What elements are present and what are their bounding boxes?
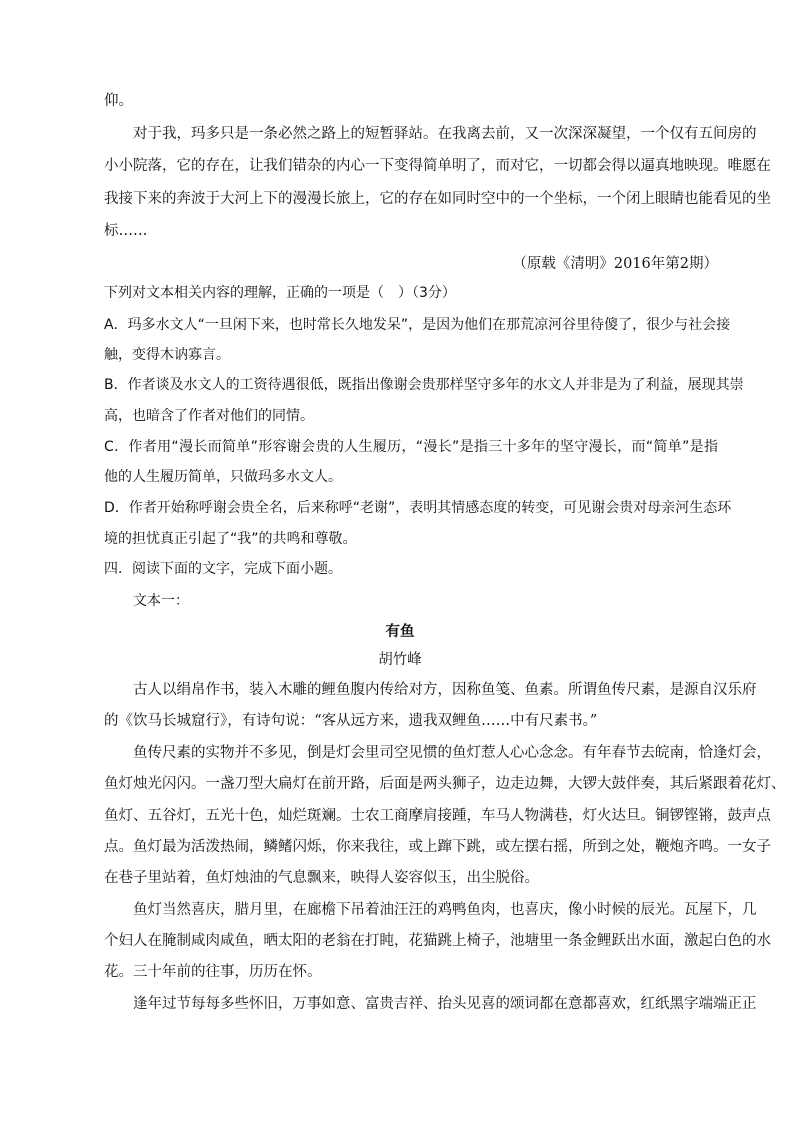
section-heading: 四．阅读下面的文字，完成下面小题。 [104, 561, 342, 577]
article-title: 有鱼 [385, 623, 415, 640]
passage-line: 仰。 [104, 93, 133, 109]
article-line: 的《饮马长城窟行》，有诗句说：“客从远方来，遗我双鲤鱼……中有尺素书。” [104, 713, 598, 729]
option-c: C．作者用“漫长而简单”形容谢会贵的人生履历，“漫长”是指三十多年的坚守漫长，而“简单”是指 [104, 439, 718, 455]
option-b-cont: 高，也暗含了作者对他们的同情。 [104, 408, 314, 424]
option-b: B．作者谈及水文人的工资待遇很低，既指出像谢会贵那样坚守多年的水文人并非是为了利益，展现其崇 [104, 377, 744, 393]
passage-line: 对于我，玛多只是一条必然之路上的短暂驿站。在我离去前，又一次深深凝望，一个仅有五间房的 [133, 126, 757, 142]
article-line: 鱼灯烛光闪闪。一盏刀型大扁灯在前开路，后面是两头狮子，边走边舞，大锣大鼓伴奏，其后紧跟着花灯、 [104, 776, 786, 792]
text-label: 文本一： [133, 593, 189, 609]
article-line: 古人以绢帛作书，装入木雕的鲤鱼腹内传给对方，因称鱼笺、鱼素。所谓鱼传尺素，是源自汉乐府 [133, 682, 757, 698]
option-d-cont: 境的担忧真正引起了“我”的共鸣和尊敬。 [104, 531, 357, 547]
source-citation: （原载《清明》2016年第2期） [512, 256, 718, 272]
article-author: 胡竹峰 [378, 652, 422, 668]
article-line: 花。三十年前的往事，历历在怀。 [104, 964, 322, 980]
passage-line: 标…… [104, 223, 148, 239]
option-a-cont: 触，变得木讷寡言。 [104, 347, 230, 363]
option-d: D．作者开始称呼谢会贵全名，后来称呼“老谢”，表明其情感态度的转变，可见谢会贵对母亲河生态环 [104, 500, 732, 516]
article-line: 鱼灯当然喜庆，腊月里，在廊檐下吊着油汪汪的鸡鸭鱼肉，也喜庆，像小时候的辰光。瓦屋下，几 [133, 902, 757, 918]
passage-line: 小小院落，它的存在，让我们错杂的内心一下变得简单明了，而对它，一切都会得以逼真地映现。唯愿在 [104, 158, 771, 174]
option-c-cont: 他的人生履历简单，只做玛多水文人。 [104, 469, 342, 485]
article-line: 在巷子里站着，鱼灯烛油的气息飘来，映得人姿容似玉，出尘脱俗。 [104, 870, 539, 886]
article-line: 点。鱼灯最为活泼热闹，鳞鳍闪烁，你来我往，或上蹿下跳，或左摆右摇，所到之处，鞭炮齐鸣。一女子 [104, 839, 771, 855]
option-a: A．玛多水文人“一旦闲下来，也时常长久地发呆”，是因为他们在那荒凉河谷里待傻了，很少与社会接 [104, 317, 731, 333]
article-line: 个妇人在腌制咸肉咸鱼，晒太阳的老翁在打盹，花猫跳上椅子，池塘里一条金鲤跃出水面，激起白色的水 [104, 933, 771, 949]
article-line: 逢年过节每每多些怀旧，万事如意、富贵吉祥、抬头见喜的颂词都在意都喜欢，红纸黑字端端正正 [133, 996, 757, 1012]
article-line: 鱼灯、五谷灯，五光十色，灿烂斑斓。士农工商摩肩接踵，车马人物满巷，灯火达旦。铜锣铿锵，鼓声点 [104, 808, 771, 824]
question-stem: 下列对文本相关内容的理解，正确的一项是（ ）（3分） [104, 285, 456, 301]
passage-line: 我接下来的奔波于大河上下的漫漫长旅上，它的存在如同时空中的一个坐标，一个闭上眼睛也能看见的坐 [104, 191, 771, 207]
article-line: 鱼传尺素的实物并不多见，倒是灯会里司空见惯的鱼灯惹人心心念念。有年春节去皖南，恰逢灯会， [133, 745, 771, 761]
